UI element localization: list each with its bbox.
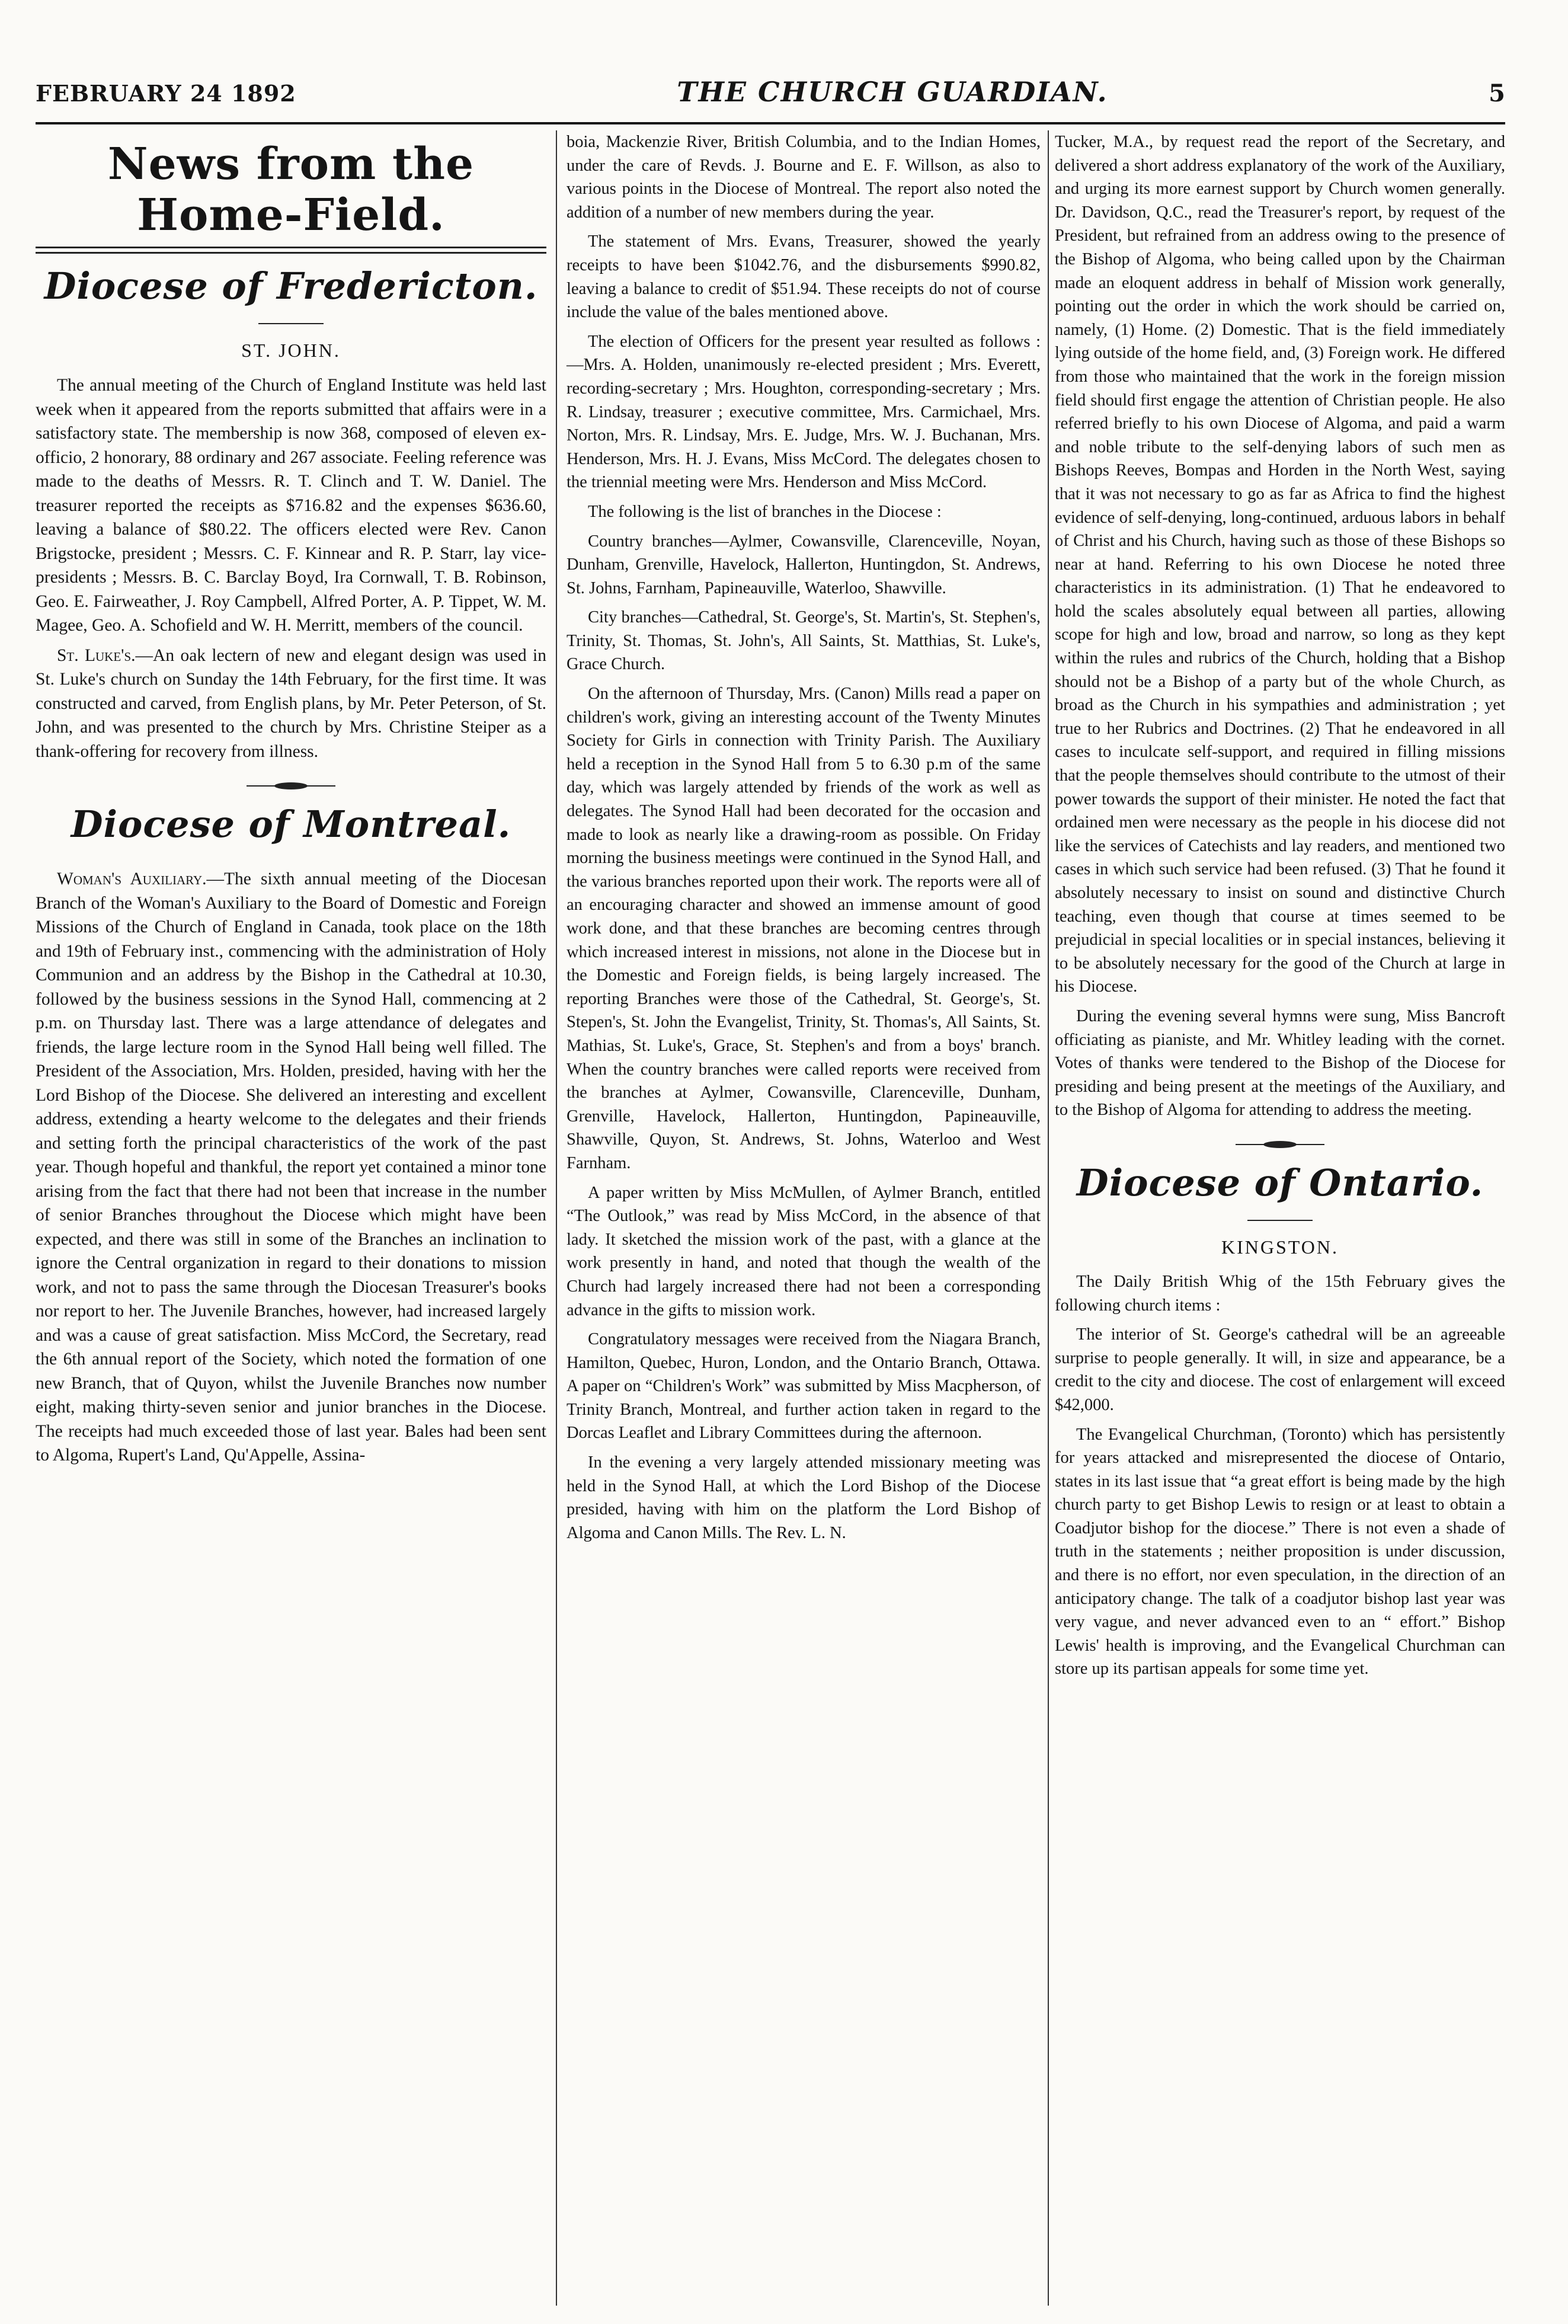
diocese-title-ontario: Diocese of Ontario. (1076, 1161, 1484, 1204)
article-paragraph: Congratulatory messages were received from the Niagara Branch, Hamilton, Quebec, Huron, London, and the Ontario Branch, Ottawa. A paper on “Children's Work” was submitted by Miss Macpherson, of Trinity Branch, Montreal, and further action taken in regard to the Dorcas Leaflet and Library Committees during the afternoon. (567, 1330, 1041, 1443)
article-paragraph: The Evangelical Churchman, (Toronto) which has persistently for years attacked and misrepresented the diocese of Ontario, states in its last issue that “a great effort is being made by the high church party to get Bishop Lewis to resign or at least to obtain a Coadjutor bishop for the diocese.” There is not even a shade of truth in the statements ; neither proposition is under discussion, and there is no effort, nor even speculation, in the direction of an anticipatory change. The talk of a coadjutor bishop last year was very vague, and never advanced even to an “ effort.” Bishop Lewis' health is improving, and the Evangelical Churchman can store up its partisan appeals for some time yet. (1055, 1425, 1505, 1679)
article-paragraph: boia, Mackenzie River, British Columbia, and to the Indian Homes, under the care of Revds. J. Bourne and E. F. Willson, as also to various points in the Diocese of Montreal. The report also noted the addition of a number of new members during the year. (567, 133, 1041, 222)
subheading-kingston: KINGSTON. (1221, 1236, 1339, 1258)
newspaper-title: THE CHURCH GUARDIAN. (677, 76, 1108, 108)
column-2 (567, 130, 1041, 1551)
column-divider-1 (556, 130, 557, 2306)
article-paragraph: The election of Officers for the present year resulted as follows :—Mrs. A. Holden, unanimously re-elected president ; Mrs. Everett, recording-secretary ; Mrs. Houghton, corresponding-secretary ; Mrs. R. Lindsay, treasurer ; executive committee, Mrs. Carmichael, Mrs. Norton, Mrs. R. Lindsay, Mrs. E. Judge, Mrs. W. J. Buchanan, Mrs. Henderson, Mrs. H. J. Evans, Miss McCord. The delegates chosen to the triennial meeting were Mrs. Henderson and Miss McCord. (567, 332, 1041, 492)
ornament-icon (247, 781, 335, 791)
paragraph-lead: St. Luke's. (57, 645, 136, 665)
column-divider-2 (1048, 130, 1049, 2306)
article-paragraph: During the evening several hymns were sung, Miss Bancroft officiating as pianiste, and Mr. Whitley leading with the cornet. Votes of thanks were tendered to the Bishop of the Diocese for presiding and being present at the meetings of the Auxiliary, and to the Bishop of Algoma for attending to address the meeting. (1055, 1006, 1505, 1120)
ornament-divider (1055, 1140, 1505, 1149)
article-paragraph: Country branches—Aylmer, Cowansville, Clarenceville, Noyan, Dunham, Grenville, Havelock, Hallerton, Huntingdon, St. Andrews, St. Johns, Farnham, Papineauville, Waterloo, Shawville. (567, 532, 1041, 597)
section-heading: News from the Home-Field. (107, 139, 475, 241)
page-number: 5 (1489, 79, 1505, 107)
article-paragraph: Tucker, M.A., by request read the report of the Secretary, and delivered a short address explanatory of the work of the Auxiliary, and urging its more earnest support by Church women generally. Dr. Davidson, Q.C., read the Treasurer's report, by request of the President, but refrained from an address owing to the presence of the Bishop of Algoma, who being called upon by the Chairman made an eloquent address in behalf of Mission work generally, pointing out the order in which the work should be carried on, namely, (1) Home. (2) Domestic. That is the field immediately lying outside of the home field, and, (3) Foreign work. He differed from those who maintained that the work in the foreign mission field should first engage the attention of Christian people. He also referred briefly to his own Diocese of Algoma, and paid a warm and noble tribute to the self-denying labors of such men as Bishops Reeves, Bompas and Horden in the North West, saying that it was not necessary to go as far as Africa to find the highest evidence of self-denying, long-continued, arduous labors in behalf of Christ and his Church, having such as those of these Bishops so near at hand. Referring to his own Diocese he noted three characteristics in its administration. (1) That he endeavored to hold the scales absolutely equal between all parties, allowing scope for high and low, broad and narrow, so long as they kept within the rules and rubrics of the Church, holding that a Bishop should not be a Bishop of a party but of the whole Church, as broad as the Church in his sympathies and administration ; yet true to her Rubrics and Doctrines. (2) That he endeavored in all cases to inculcate self-support, and required in filling missions that the people themselves should contribute to the utmost of their power towards the support of their minister. He noted the fact that ordained men were necessary as the people in his diocese did not like the services of Catechists and lay readers, and mentioned two cases in which such service had been refused. (3) That he found it absolutely necessary to insist on sound and distinctive Church teaching, even though that course at times seemed to be prejudicial in special localities or in special instances, believing it to be absolutely necessary for the good of the Church at large in his Diocese. (1055, 133, 1505, 996)
article-paragraph: The statement of Mrs. Evans, Treasurer, showed the yearly receipts to have been $1042.76, and the disbursements $990.82, leaving a balance to credit of $51.94. These receipts do not of course include the value of the bales mentioned above. (567, 232, 1041, 322)
short-rule (258, 323, 324, 324)
short-rule (1247, 1220, 1313, 1221)
article-paragraph: A paper written by Miss McMullen, of Aylmer Branch, entitled “The Outlook,” was read by Miss McCord, in the absence of that lady. It sketched the mission work of the past, with a glance at the work presently in hand, and noted that though the wealth of the Church had largely increased there had not been a corresponding advance in the gifts to mission work. (567, 1183, 1041, 1319)
article-paragraph: St. Luke's.—An oak lectern of new and elegant design was used in St. Luke's church on Sunday the 14th February, for the first time. It was constructed and carved, from English plans, by Mr. Peter Peterson, of St. John, and was presented to the church by Mrs. Christine Steiper as a thank-offering for recovery from illness. (36, 645, 546, 761)
header-rule (36, 122, 1505, 124)
column-3 (1055, 130, 1505, 1687)
diocese-title-fredericton: Diocese of Fredericton. (44, 264, 538, 308)
article-paragraph: On the afternoon of Thursday, Mrs. (Canon) Mills read a paper on children's work, giving an interesting account of the Twenty Minutes Society for Girls in connection with Trinity Parish. The Auxiliary held a reception in the Synod Hall from 5 to 6.30 p.m of the same day, which was largely attended by friends of the work as well as delegates. The Synod Hall had been decorated for the occasion and made to look as nearly like a drawing-room as possible. On Friday morning the business meetings were continued in the Synod Hall, and the various branches reported upon their work. The reports were all of an encouraging character and showed an immense amount of good work done, and that these branches are becoming centres through which increased interest in missions, not alone in the Diocese but in the Domestic and Foreign fields, is being largely increased. The reporting Branches were those of the Cathedral, St. George's, St. Stepen's, St. John the Evangelist, Trinity, St. Thomas's, All Saints, St. Mathias, St. Luke's, Grace, St. Stephen's and from a boys' branch. When the country branches were called reports were received from the branches at Aylmer, Cowansville, Clarenceville, Dunham, Grenville, Havelock, Hallerton, Huntingdon, Papineauville, Shawville, Quyon, St. Andrews, St. Johns, Waterloo and West Farnham. (567, 685, 1041, 1172)
article-paragraph: Woman's Auxiliary.—The sixth annual meeting of the Diocesan Branch of the Woman's Auxiliary to the Board of Domestic and Foreign Missions of the Church of England in Canada, took place on the 18th and 19th of February inst., commencing with the administration of Holy Communion and an address by the Bishop in the Cathedral at 10.30, followed by the business sessions in the Synod Hall, commencing at 2 p.m. on Thursday last. There was a large attendance of delegates and friends, the large lecture room in the Synod Hall being well filled. The President of the Association, Mrs. Holden, presided, having with her the Lord Bishop of the Diocese. She delivered an interesting and excellent address, extending a hearty welcome to the delegates and their friends and setting forth the principal characteristics of the work of the past year. Though hopeful and thankful, the report yet contained a minor tone arising from the fact that there had not been that increase in the number of senior Branches throughout the Diocese which might have been expected, and there was still in some of the Branches an inclination to ignore the Central organization in regard to their donations to mission work, and not to pass the same through the Diocesan Treasurer's books nor report to her. The Juvenile Branches, however, had increased largely and was a cause of great satisfaction. Miss McCord, the Secretary, read the 6th annual report of the Society, which noted the formation of one new Branch, that of Quyon, whilst the Juvenile Branches now number eight, making thirty-seven senior and junior branches in the Diocese. The receipts had much exceeded those of last year. Bales had been sent to Algoma, Rupert's Land, Qu'Appelle, Assina- (36, 869, 546, 1465)
article-paragraph: The Daily British Whig of the 15th February gives the following church items : (1055, 1272, 1505, 1315)
article-paragraph: The following is the list of branches in the Diocese : (588, 502, 942, 521)
ornament-divider (36, 781, 546, 791)
article-paragraph: In the evening a very largely attended missionary meeting was held in the Synod Hall, at which the Lord Bishop of the Diocese presided, having with him on the platform the Lord Bishop of Algoma and Canon Mills. The Rev. L. N. (567, 1453, 1041, 1542)
article-paragraph: The interior of St. George's cathedral will be an agreeable surprise to people generally. It will, in size and appearance, be a credit to the city and diocese. The cost of enlargement will exceed $42,000. (1055, 1325, 1505, 1414)
ornament-icon (1236, 1140, 1324, 1149)
article-paragraph: The annual meeting of the Church of England Institute was held last week when it appeared from the reports submitted that affairs were in a satisfactory state. The membership is now 368, composed of eleven ex-officio, 2 honorary, 88 ordinary and 267 associate. Feeling reference was made to the deaths of Messrs. R. T. Clinch and T. W. Daniel. The treasurer reported the receipts as $716.82 and the expenses $636.60, leaving a balance of $80.22. The officers elected were Rev. Canon Brigstocke, president ; Messrs. C. F. Kinnear and R. P. Starr, lay vice-presidents ; Messrs. B. C. Barclay Boyd, Ira Cornwall, T. B. Robinson, Geo. E. Fairweather, J. Roy Campbell, Alfred Porter, A. P. Tippet, W. M. Magee, Geo. A. Schofield and W. H. Merritt, members of the council. (36, 376, 546, 635)
page-header (36, 76, 1505, 117)
diocese-title-montreal: Diocese of Montreal. (71, 803, 511, 846)
double-rule (36, 247, 546, 254)
column-1 (36, 130, 546, 1473)
subheading-st-john: ST. JOHN. (241, 340, 341, 361)
article-paragraph: City branches—Cathedral, St. George's, St. Martin's, St. Stephen's, Trinity, St. Thomas, St. John's, All Saints, St. Matthias, St. Luke's, Grace Church. (567, 608, 1041, 674)
paragraph-lead: Woman's Auxiliary. (57, 869, 207, 888)
issue-date: FEBRUARY 24 1892 (36, 80, 296, 107)
